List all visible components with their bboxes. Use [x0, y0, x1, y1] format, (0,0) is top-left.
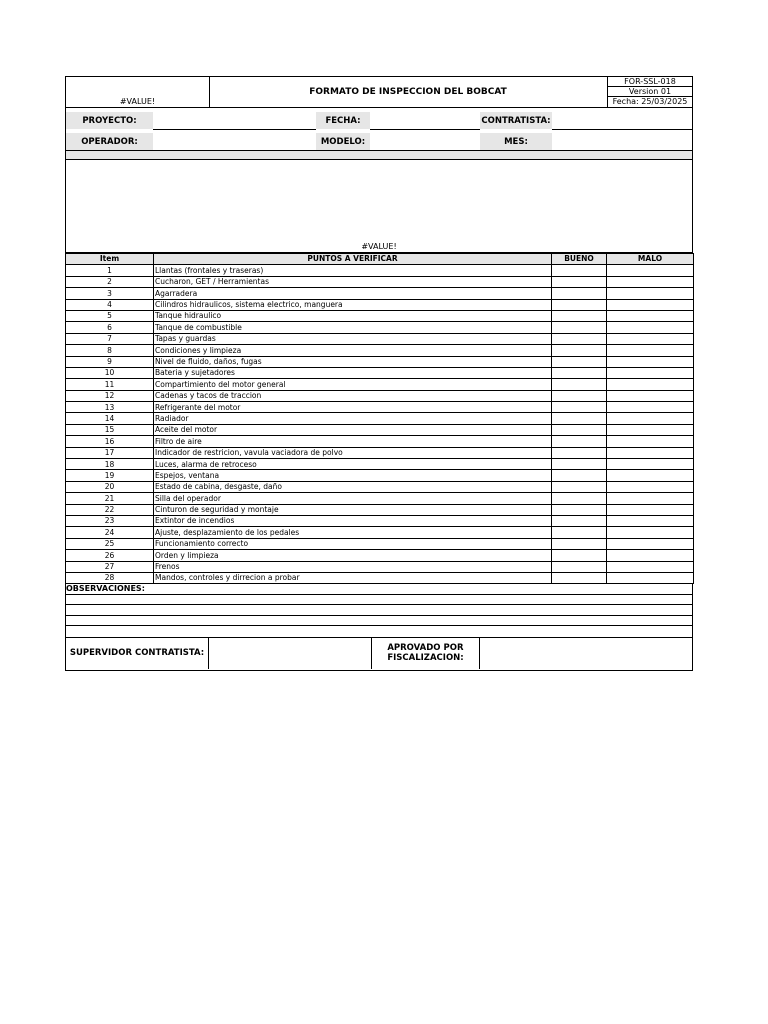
signature-block: [65, 638, 693, 671]
contratista-label: CONTRATISTA:: [480, 112, 552, 129]
bad-checkbox-cell[interactable]: [607, 527, 694, 538]
table-row: [66, 322, 694, 333]
item-description: Refrigerante del motor: [154, 402, 552, 413]
fecha-label: FECHA:: [316, 112, 370, 129]
good-checkbox-cell[interactable]: [552, 493, 607, 504]
good-checkbox-cell[interactable]: [552, 459, 607, 470]
good-checkbox-cell[interactable]: [552, 402, 607, 413]
item-number: 12: [66, 390, 154, 401]
item-number: 20: [66, 481, 154, 492]
approved-label-cell: [372, 638, 480, 669]
item-description: Estado de cabina, desgaste, daño: [154, 481, 552, 492]
bad-checkbox-cell[interactable]: [607, 345, 694, 356]
table-row: [66, 379, 694, 390]
table-row: [66, 538, 694, 549]
good-checkbox-cell[interactable]: [552, 299, 607, 310]
item-number: 21: [66, 493, 154, 504]
item-number: 17: [66, 447, 154, 458]
observations-line[interactable]: [66, 605, 692, 616]
modelo-label: MODELO:: [316, 133, 370, 150]
item-description: Funcionamiento correcto: [154, 538, 552, 549]
item-number: 25: [66, 538, 154, 549]
good-checkbox-cell[interactable]: [552, 515, 607, 526]
col-bad: MALO: [607, 254, 694, 265]
observations-line[interactable]: [66, 616, 692, 627]
fecha-field[interactable]: [370, 112, 480, 130]
image-area: [65, 160, 693, 253]
good-checkbox-cell[interactable]: [552, 470, 607, 481]
item-description: Nivel de fluido, daños, fugas: [154, 356, 552, 367]
item-number: 1: [66, 265, 154, 276]
bad-checkbox-cell[interactable]: [607, 265, 694, 276]
item-description: Orden y limpieza: [154, 550, 552, 561]
bad-checkbox-cell[interactable]: [607, 515, 694, 526]
form-title: FORMATO DE INSPECCION DEL BOBCAT: [209, 77, 608, 107]
good-checkbox-cell[interactable]: [552, 550, 607, 561]
item-number: 5: [66, 310, 154, 321]
bad-checkbox-cell[interactable]: [607, 413, 694, 424]
table-row: [66, 504, 694, 515]
item-description: Tanque hidraulico: [154, 310, 552, 321]
item-description: Bateria y sujetadores: [154, 367, 552, 378]
item-description: Agarradera: [154, 288, 552, 299]
table-row: [66, 345, 694, 356]
bad-checkbox-cell[interactable]: [607, 504, 694, 515]
item-number: 4: [66, 299, 154, 310]
mes-label: MES:: [480, 133, 552, 150]
bad-checkbox-cell[interactable]: [607, 572, 694, 583]
good-checkbox-cell[interactable]: [552, 424, 607, 435]
item-description: Espejos, ventana: [154, 470, 552, 481]
item-number: 11: [66, 379, 154, 390]
item-description: Mandos, controles y dirrecion a probar: [154, 572, 552, 583]
image-area-value: #VALUE!: [361, 242, 397, 251]
observations-label: OBSERVACIONES:: [66, 584, 145, 594]
item-number: 2: [66, 276, 154, 287]
item-description: Luces, alarma de retroceso: [154, 459, 552, 470]
item-number: 14: [66, 413, 154, 424]
good-checkbox-cell[interactable]: [552, 356, 607, 367]
operador-field[interactable]: [153, 133, 316, 151]
header-left-value: #VALUE!: [119, 97, 156, 106]
item-description: Tapas y guardas: [154, 333, 552, 344]
approved-signature-field[interactable]: [480, 638, 692, 669]
item-number: 13: [66, 402, 154, 413]
item-number: 22: [66, 504, 154, 515]
bad-checkbox-cell[interactable]: [607, 322, 694, 333]
table-row: [66, 356, 694, 367]
item-description: Tanque de combustible: [154, 322, 552, 333]
table-row: [66, 424, 694, 435]
item-number: 6: [66, 322, 154, 333]
bad-checkbox-cell[interactable]: [607, 447, 694, 458]
good-checkbox-cell[interactable]: [552, 572, 607, 583]
item-description: Compartimiento del motor general: [154, 379, 552, 390]
table-row: [66, 550, 694, 561]
table-row: [66, 493, 694, 504]
good-checkbox-cell[interactable]: [552, 345, 607, 356]
mes-field[interactable]: [552, 133, 692, 151]
modelo-field[interactable]: [370, 133, 480, 151]
table-row: [66, 561, 694, 572]
item-description: Condiciones y limpieza: [154, 345, 552, 356]
bad-checkbox-cell[interactable]: [607, 470, 694, 481]
item-description: Frenos: [154, 561, 552, 572]
good-checkbox-cell[interactable]: [552, 310, 607, 321]
item-description: Indicador de restricion, vavula vaciadora de polvo: [154, 447, 552, 458]
observations-block: [65, 584, 693, 638]
table-row: [66, 470, 694, 481]
table-row: [66, 288, 694, 299]
good-checkbox-cell[interactable]: [552, 379, 607, 390]
bad-checkbox-cell[interactable]: [607, 550, 694, 561]
table-row: [66, 390, 694, 401]
table-row: [66, 572, 694, 583]
good-checkbox-cell[interactable]: [552, 436, 607, 447]
bad-checkbox-cell[interactable]: [607, 299, 694, 310]
bad-checkbox-cell[interactable]: [607, 561, 694, 572]
table-row: [66, 481, 694, 492]
bad-checkbox-cell[interactable]: [607, 459, 694, 470]
bad-checkbox-cell[interactable]: [607, 390, 694, 401]
good-checkbox-cell[interactable]: [552, 333, 607, 344]
item-number: 9: [66, 356, 154, 367]
bad-checkbox-cell[interactable]: [607, 356, 694, 367]
form-code: FOR-SSL-018: [608, 77, 692, 87]
item-number: 15: [66, 424, 154, 435]
table-row: [66, 413, 694, 424]
col-good: BUENO: [552, 254, 607, 265]
good-checkbox-cell[interactable]: [552, 265, 607, 276]
good-checkbox-cell[interactable]: [552, 504, 607, 515]
item-number: 28: [66, 572, 154, 583]
good-checkbox-cell[interactable]: [552, 390, 607, 401]
form-version: Version 01: [608, 87, 692, 97]
observations-line[interactable]: [66, 626, 692, 637]
table-row: [66, 402, 694, 413]
bad-checkbox-cell[interactable]: [607, 310, 694, 321]
checklist-header-row: [66, 254, 694, 265]
item-description: Cucharon, GET / Herramientas: [154, 276, 552, 287]
item-description: Silla del operador: [154, 493, 552, 504]
approved-label-line2: FISCALIZACION:: [387, 653, 464, 664]
item-number: 10: [66, 367, 154, 378]
bad-checkbox-cell[interactable]: [607, 481, 694, 492]
table-row: [66, 276, 694, 287]
item-description: Cinturon de seguridad y montaje: [154, 504, 552, 515]
item-description: Radiador: [154, 413, 552, 424]
operador-label: OPERADOR:: [66, 133, 153, 150]
observations-line[interactable]: [66, 595, 692, 606]
item-description: Ajuste, desplazamiento de los pedales: [154, 527, 552, 538]
item-number: 8: [66, 345, 154, 356]
item-number: 23: [66, 515, 154, 526]
proyecto-field[interactable]: [153, 112, 316, 130]
good-checkbox-cell[interactable]: [552, 413, 607, 424]
table-row: [66, 447, 694, 458]
item-description: Aceite del motor: [154, 424, 552, 435]
good-checkbox-cell[interactable]: [552, 447, 607, 458]
bad-checkbox-cell[interactable]: [607, 276, 694, 287]
item-description: Filtro de aire: [154, 436, 552, 447]
good-checkbox-cell[interactable]: [552, 322, 607, 333]
item-number: 24: [66, 527, 154, 538]
good-checkbox-cell[interactable]: [552, 288, 607, 299]
item-description: Cilindros hidraulicos, sistema electrico, manguera: [154, 299, 552, 310]
info-block: [65, 108, 693, 160]
supervisor-label-cell: [66, 638, 209, 669]
item-description: Extintor de incendios: [154, 515, 552, 526]
bad-checkbox-cell[interactable]: [607, 538, 694, 549]
bad-checkbox-cell[interactable]: [607, 402, 694, 413]
good-checkbox-cell[interactable]: [552, 527, 607, 538]
item-description: Cadenas y tacos de traccion: [154, 390, 552, 401]
contratista-field[interactable]: [552, 112, 692, 130]
bad-checkbox-cell[interactable]: [607, 436, 694, 447]
item-description: Llantas (frontales y traseras): [154, 265, 552, 276]
table-row: [66, 367, 694, 378]
header-logo-cell: [66, 77, 210, 107]
table-row: [66, 310, 694, 321]
table-row: [66, 333, 694, 344]
item-number: 16: [66, 436, 154, 447]
item-number: 26: [66, 550, 154, 561]
table-row: [66, 299, 694, 310]
supervisor-signature-field[interactable]: [209, 638, 372, 669]
col-points: PUNTOS A VERIFICAR: [154, 254, 552, 265]
observations-line[interactable]: [66, 584, 692, 595]
bad-checkbox-cell[interactable]: [607, 424, 694, 435]
inspection-form: [65, 76, 693, 671]
table-row: [66, 265, 694, 276]
good-checkbox-cell[interactable]: [552, 561, 607, 572]
item-number: 7: [66, 333, 154, 344]
item-number: 3: [66, 288, 154, 299]
form-header: [65, 76, 693, 108]
form-date: Fecha: 25/03/2025: [612, 97, 688, 106]
item-number: 19: [66, 470, 154, 481]
form-meta: [608, 77, 692, 107]
bad-checkbox-cell[interactable]: [607, 333, 694, 344]
info-divider-bar: [66, 150, 692, 159]
bad-checkbox-cell[interactable]: [607, 288, 694, 299]
table-row: [66, 436, 694, 447]
good-checkbox-cell[interactable]: [552, 481, 607, 492]
good-checkbox-cell[interactable]: [552, 538, 607, 549]
bad-checkbox-cell[interactable]: [607, 367, 694, 378]
checklist-table: [65, 253, 694, 584]
supervisor-label: SUPERVIDOR CONTRATISTA:: [69, 648, 205, 659]
item-number: 27: [66, 561, 154, 572]
table-row: [66, 459, 694, 470]
bad-checkbox-cell[interactable]: [607, 379, 694, 390]
approved-label-line1: APROVADO POR: [387, 643, 464, 654]
good-checkbox-cell[interactable]: [552, 367, 607, 378]
col-item: Item: [66, 254, 154, 265]
proyecto-label: PROYECTO:: [66, 112, 153, 129]
item-number: 18: [66, 459, 154, 470]
table-row: [66, 527, 694, 538]
bad-checkbox-cell[interactable]: [607, 493, 694, 504]
table-row: [66, 515, 694, 526]
good-checkbox-cell[interactable]: [552, 276, 607, 287]
